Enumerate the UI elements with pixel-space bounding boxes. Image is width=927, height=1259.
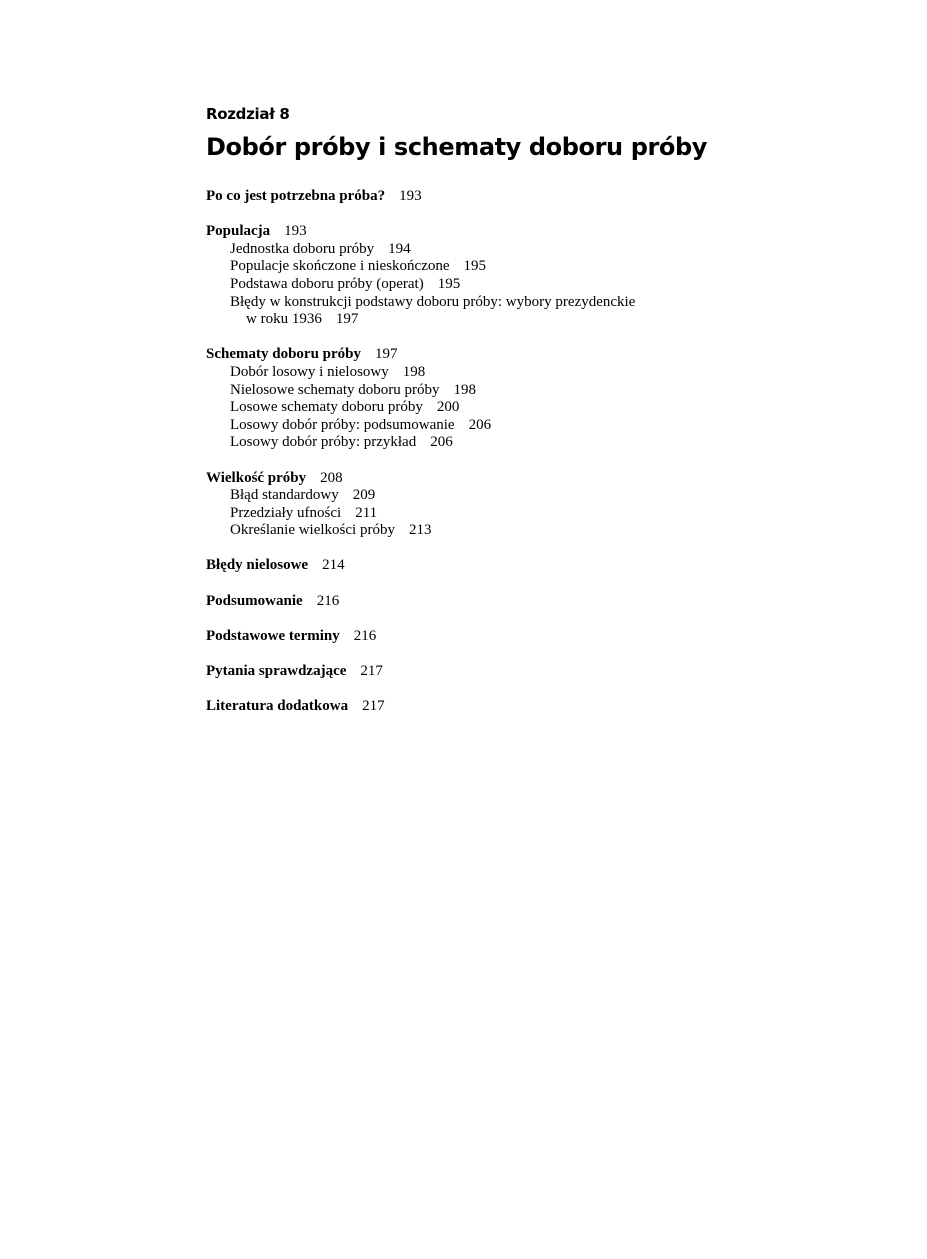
toc-page-number: 216 [316,592,340,609]
toc-subentry [206,364,886,382]
toc-page-number: 195 [437,275,461,292]
toc-section [206,698,886,716]
toc-page-number: 195 [463,258,487,275]
toc-subentry-title: Przedziały ufności [230,504,342,521]
toc-page-number: 217 [360,663,383,680]
toc-subentry [206,382,886,400]
table-of-contents [206,188,886,716]
toc-page-number: 200 [436,399,460,416]
toc-section-title: Populacja [206,223,271,240]
toc-subentry [206,241,886,259]
toc-section-title: Podstawowe terminy [206,627,340,644]
toc-section [206,346,886,452]
toc-subentry [206,276,886,294]
toc-subentry-title: Jednostka doboru próby [230,240,375,257]
toc-subentry [206,434,886,452]
toc-section-title: Po co jest potrzebna próba? [206,188,386,204]
toc-subentry [206,294,886,312]
toc-subentry [206,417,886,435]
toc-page-number: 197 [335,311,359,328]
document-page [206,104,886,733]
toc-section-title: Schematy doboru próby [206,346,362,363]
toc-page-number: 217 [362,698,385,715]
toc-subentry-title: Populacje skończone i nieskończone [230,258,450,275]
toc-subentry-title: Błędy w konstrukcji podstawy doboru próby: wybory prezydenckie [230,293,636,310]
toc-section-title: Podsumowanie [206,592,303,609]
toc-page-number: 206 [468,416,492,433]
toc-subentry-title: Losowy dobór próby: podsumowanie [230,416,455,433]
toc-section-heading [206,628,886,646]
toc-subentry-title: Błąd standardowy [230,487,339,504]
toc-subentry [206,487,886,505]
toc-section-title: Błędy nielosowe [206,557,309,574]
toc-subentry [206,399,886,417]
toc-section-title: Pytania sprawdzające [206,663,347,680]
toc-page-number: 211 [355,504,378,521]
toc-section [206,188,886,206]
toc-page-number: 198 [453,381,477,398]
toc-page-number: 213 [408,522,432,539]
toc-subentry [206,522,886,540]
toc-subentry-continuation-text: w roku 1936 [246,311,322,328]
toc-page-number: 193 [399,188,422,204]
toc-section-heading [206,470,886,488]
toc-page-number: 206 [430,434,453,451]
toc-section-title: Wielkość próby [206,469,307,486]
toc-page-number: 208 [320,469,343,486]
toc-section-heading [206,698,886,716]
toc-section-heading [206,663,886,681]
chapter-label: Rozdział 8 [206,105,290,123]
toc-page-number: 194 [388,240,411,257]
toc-subentry-continuation [206,311,886,329]
toc-subentry-title: Określanie wielkości próby [230,522,395,539]
toc-section [206,223,886,329]
toc-subentry-title: Losowy dobór próby: przykład [230,434,417,451]
toc-section-heading [206,557,886,575]
toc-subentry [206,258,886,276]
toc-section [206,557,886,575]
toc-page-number: 209 [352,487,376,504]
toc-subentry-title: Nielosowe schematy doboru próby [230,381,440,398]
toc-page-number: 214 [322,557,345,574]
chapter-title: Dobór próby i schematy doboru próby [206,133,708,161]
toc-section-heading [206,223,886,241]
toc-section [206,470,886,540]
toc-page-number: 193 [284,223,307,240]
toc-subentry-title: Losowe schematy doboru próby [230,399,423,416]
toc-section-heading [206,593,886,611]
toc-section-heading [206,188,886,206]
toc-section [206,593,886,611]
toc-section-heading [206,346,886,364]
toc-subentry-title: Podstawa doboru próby (operat) [230,275,424,292]
toc-section [206,628,886,646]
toc-subentry [206,505,886,523]
toc-section-title: Literatura dodatkowa [206,698,349,715]
toc-page-number: 216 [353,627,377,644]
toc-page-number: 198 [402,363,426,380]
toc-subentry-title: Dobór losowy i nielosowy [230,363,389,380]
toc-section [206,663,886,681]
toc-page-number: 197 [375,346,398,363]
